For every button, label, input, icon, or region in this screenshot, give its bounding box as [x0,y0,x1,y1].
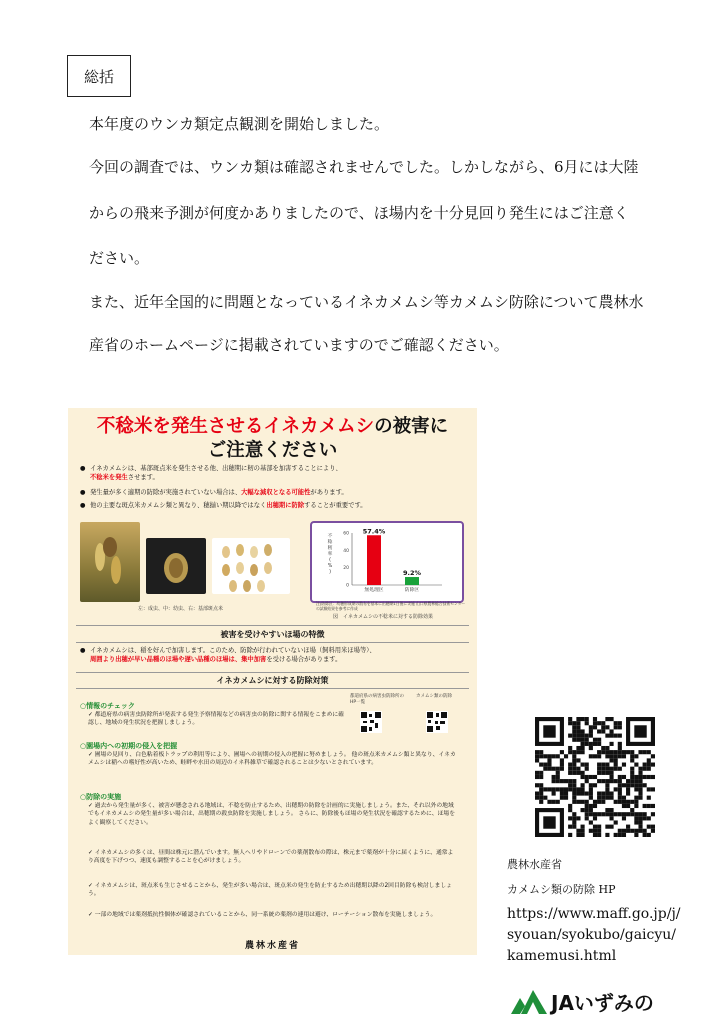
logo-text: JAいずみの [551,990,654,1015]
y-axis-label-char: 稔 [327,540,333,545]
poster-title-2: ご注意ください [207,440,338,461]
right-page-name: カメムシ類の防除 HP [507,883,616,896]
paragraph-3: からの飛来予測が何度かありましたので、ほ場内を十分見回り発生にはご注意く [89,204,629,222]
y-tick-label: 60 [343,531,349,537]
x-tick-label: 無処理区 [364,588,384,593]
poster-bullet-3: ● 他の主要な斑点米カメムシ類と異なり、穂揃い期以降ではなく出穂期に防除することが重要です。 [80,502,367,509]
bar-value-label: 9.2% [402,569,422,578]
poster-bullet-1: ● イネカメムシは、基部斑点米を発生させる他、出穂期に籾の基部を加害することにより、 不稔米を発生させます。 [80,465,342,481]
bar-無処理区 [367,535,381,585]
y-axis-label-char: 籾 [327,546,333,551]
poster-title-red: 不稔米を発生させるイネカメムシ [96,416,375,437]
divider [76,672,469,673]
chart-svg [312,523,458,597]
subhead-info-check: ○情報のチェック [80,702,135,710]
poster-title-black: の被害に [374,416,449,437]
y-axis-label-char: 率 [327,552,333,557]
y-axis-label-char: ( [329,558,331,563]
right-org: 農林水産省 [507,858,562,871]
initial-invasion-text: ✓ 圃場の見回り、白色粘着板トラップの利用等により、圃場への初期の侵入の把握に努めましょう。 他の斑点米カメムシ類と異なり、イネカメムシは稲への嗜好性が高いため、畦畔や水田の周辺のイネ科雑草で確認されることは少ないとされています。 [88,752,456,767]
y-tick-label: 0 [346,583,349,589]
divider [76,688,469,689]
control-text-1: ✓ 過去から発生量が多く、被害が懸念される地域は、不稔を防止するため、出穂期の防除を計画的に実施しましょう。また、それ以外の地域でもイネカメムシの発生量が多い場合は、出穂期の殺虫防除を実施しましょう。 さらに、防除後もほ場の発生状況を確認するために、ほ場をよく観察してください。 [88,803,455,826]
section1-title: 被害を受けやすいほ場の特徴 [220,630,325,639]
control-text-4: ✓ 一部の地域では薬剤抵抗性個体が確認されていることから、同一系統の薬剤の連用は避け、ローテーション散布を実施しましょう。 [88,912,437,918]
section-label-box [67,55,131,97]
x-tick-label: 防除区 [404,588,420,593]
qr-label-2: カメムシ類の防除 [416,694,452,699]
info-check-text: ✓ 都道府県の病害虫防除所が発表する発生予察情報などの病害虫の防除に関する情報をこまめに確認し、地域の発生状況を把握しましょう。 [88,712,344,727]
paragraph-2: 今回の調査では、ウンカ類は確認されませんでした。しかしながら、6月には大陸 [89,158,639,176]
ja-mark-icon [511,988,547,1014]
y-tick-label: 40 [343,548,349,554]
qr-code-small-1 [360,711,382,733]
photo-caption: 左：成虫、中：幼虫、右：基部斑点米 [138,606,224,612]
url-line-2: syouan/syokubo/gaicyu/ [507,927,677,943]
chart-caption: 図 イネカメムシの不稔米に対する防除効果 [333,614,433,620]
control-text-2: ✓ イネカメムシの多くは、昼間は株元に潜んでいます。無人ヘリやドローンでの薬剤散布の際は、株元まで薬剤が十分に届くように、通常より高度を下げつつ、速度も調整することを心がけましょう。 [88,850,454,865]
divider [76,642,469,643]
bar-防除区 [405,577,419,585]
nymph-bug-photo [146,538,206,594]
qr-label-1: 都道府県の病害虫防除所のHP一覧 [350,694,404,705]
y-axis-label-char: ) [329,570,331,575]
adult-bug-photo [80,522,140,602]
y-axis-label-char: % [327,564,333,569]
bar-value-label: 57.4% [362,527,386,536]
url-line-3: kamemusi.html [507,948,617,964]
subhead-initial-invasion: ○園場内への初期の侵入を把握 [80,742,178,750]
y-tick-label: 20 [343,566,349,572]
poster-footer-org: 農林水産省 [244,941,300,951]
chart-note: 注)防除区：幼穂形成期の散布を基本に出穂期1日後に実施 山口県農林総合技術センターの試験結果を参考に作成 [316,601,466,611]
chart-box [310,521,464,603]
section2-title: イネカメムシに対する防除対策 [216,676,329,685]
divider [76,625,469,626]
qr-code-small-2 [426,711,448,733]
ja-izumino-logo [511,986,654,1016]
paragraph-6: 産省のホームページに掲載されていますのでご確認ください。 [89,336,509,354]
y-axis-label-char: 不 [327,534,333,539]
url-line-1: https://www.maff.go.jp/j/ [507,906,681,922]
poster-title [68,412,477,438]
section1-text: ● イネカメムシは、稲を好んで加害します。このため、防除が行われていないほ場（飼料用米ほ場等）、 周囲より出穂が早い品種のほ場や遅い品種のほ場は、集中加害を受ける場合があります。 [80,647,376,663]
poster-bullet-2: ● 発生量が多く適期の防除が実施されていない場合は、大幅な減収となる可能性があります。 [80,489,348,496]
control-text-3: ✓ イネカメムシは、斑点米も生じさせることから、発生が多い場合は、斑点米の発生を防止するため出穂期以降の2回目防除も検討しましょう。 [88,883,452,898]
paragraph-1: 本年度のウンカ類定点観測を開始しました。 [89,115,390,133]
paragraph-4: ださい。 [89,249,150,267]
spotted-rice-photo [212,538,290,594]
qr-code-large [535,717,655,837]
section-label: 総括 [83,67,114,86]
paragraph-5: また、近年全国的に問題となっているイネカメムシ等カメムシ防除について農林水 [89,293,644,311]
subhead-control: ○防除の実施 [80,793,122,801]
maff-poster [68,408,477,955]
